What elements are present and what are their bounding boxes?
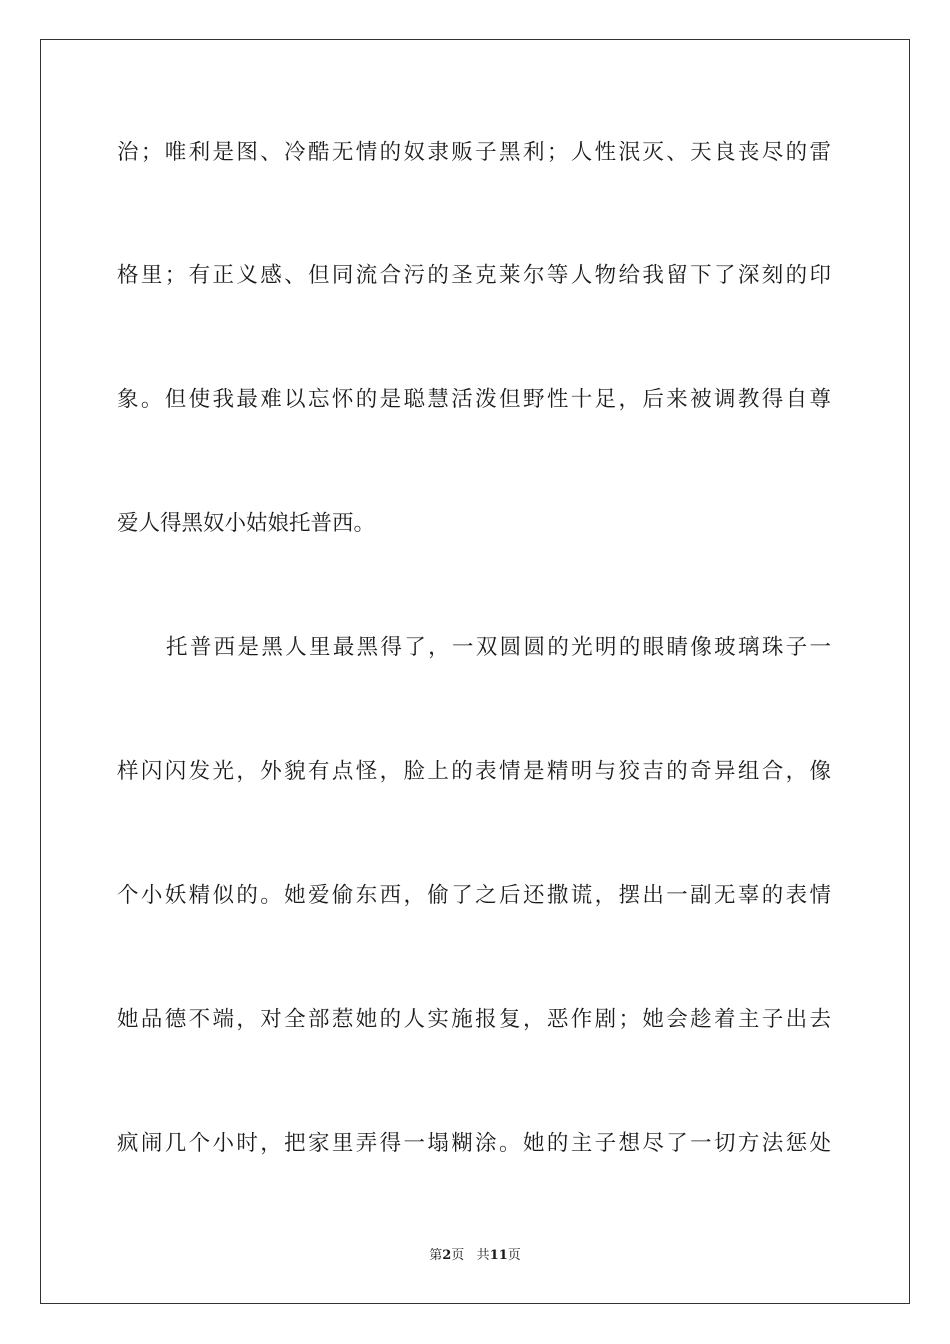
total-pages: 11 bbox=[489, 1248, 508, 1263]
text-line: 爱人得黑奴小姑娘托普西。 bbox=[117, 511, 376, 536]
text-line: 治；唯利是图、冷酷无情的奴隶贩子黑利；人性泯灭、天良丧尽的雷 bbox=[117, 140, 831, 165]
total-suffix: 页 bbox=[507, 1248, 521, 1263]
page-border bbox=[40, 39, 910, 1304]
page-suffix: 页 bbox=[451, 1248, 465, 1263]
total-prefix: 共 bbox=[476, 1248, 490, 1263]
text-line: 象。但使我最难以忘怀的是聪慧活泼但野性十足，后来被调教得自尊 bbox=[117, 387, 831, 412]
text-line: 格里；有正义感、但同流合污的圣克莱尔等人物给我留下了深刻的印 bbox=[117, 263, 831, 288]
text-line: 她品德不端，对全部惹她的人实施报复，恶作剧；她会趁着主子出去 bbox=[117, 1007, 831, 1032]
page-number: 2 bbox=[442, 1248, 452, 1263]
page-footer bbox=[0, 1246, 950, 1266]
text-line: 疯闹几个小时，把家里弄得一塌糊涂。她的主子想尽了一切方法惩处 bbox=[117, 1131, 831, 1156]
text-line: 个小妖精似的。她爱偷东西，偷了之后还撒谎，摆出一副无辜的表情 bbox=[117, 883, 831, 908]
text-line: 托普西是黑人里最黑得了，一双圆圆的光明的眼睛像玻璃珠子一 bbox=[166, 635, 831, 660]
text-line: 样闪闪发光，外貌有点怪，脸上的表情是精明与狡吉的奇异组合，像 bbox=[117, 759, 831, 784]
page-prefix: 第 bbox=[429, 1248, 443, 1263]
